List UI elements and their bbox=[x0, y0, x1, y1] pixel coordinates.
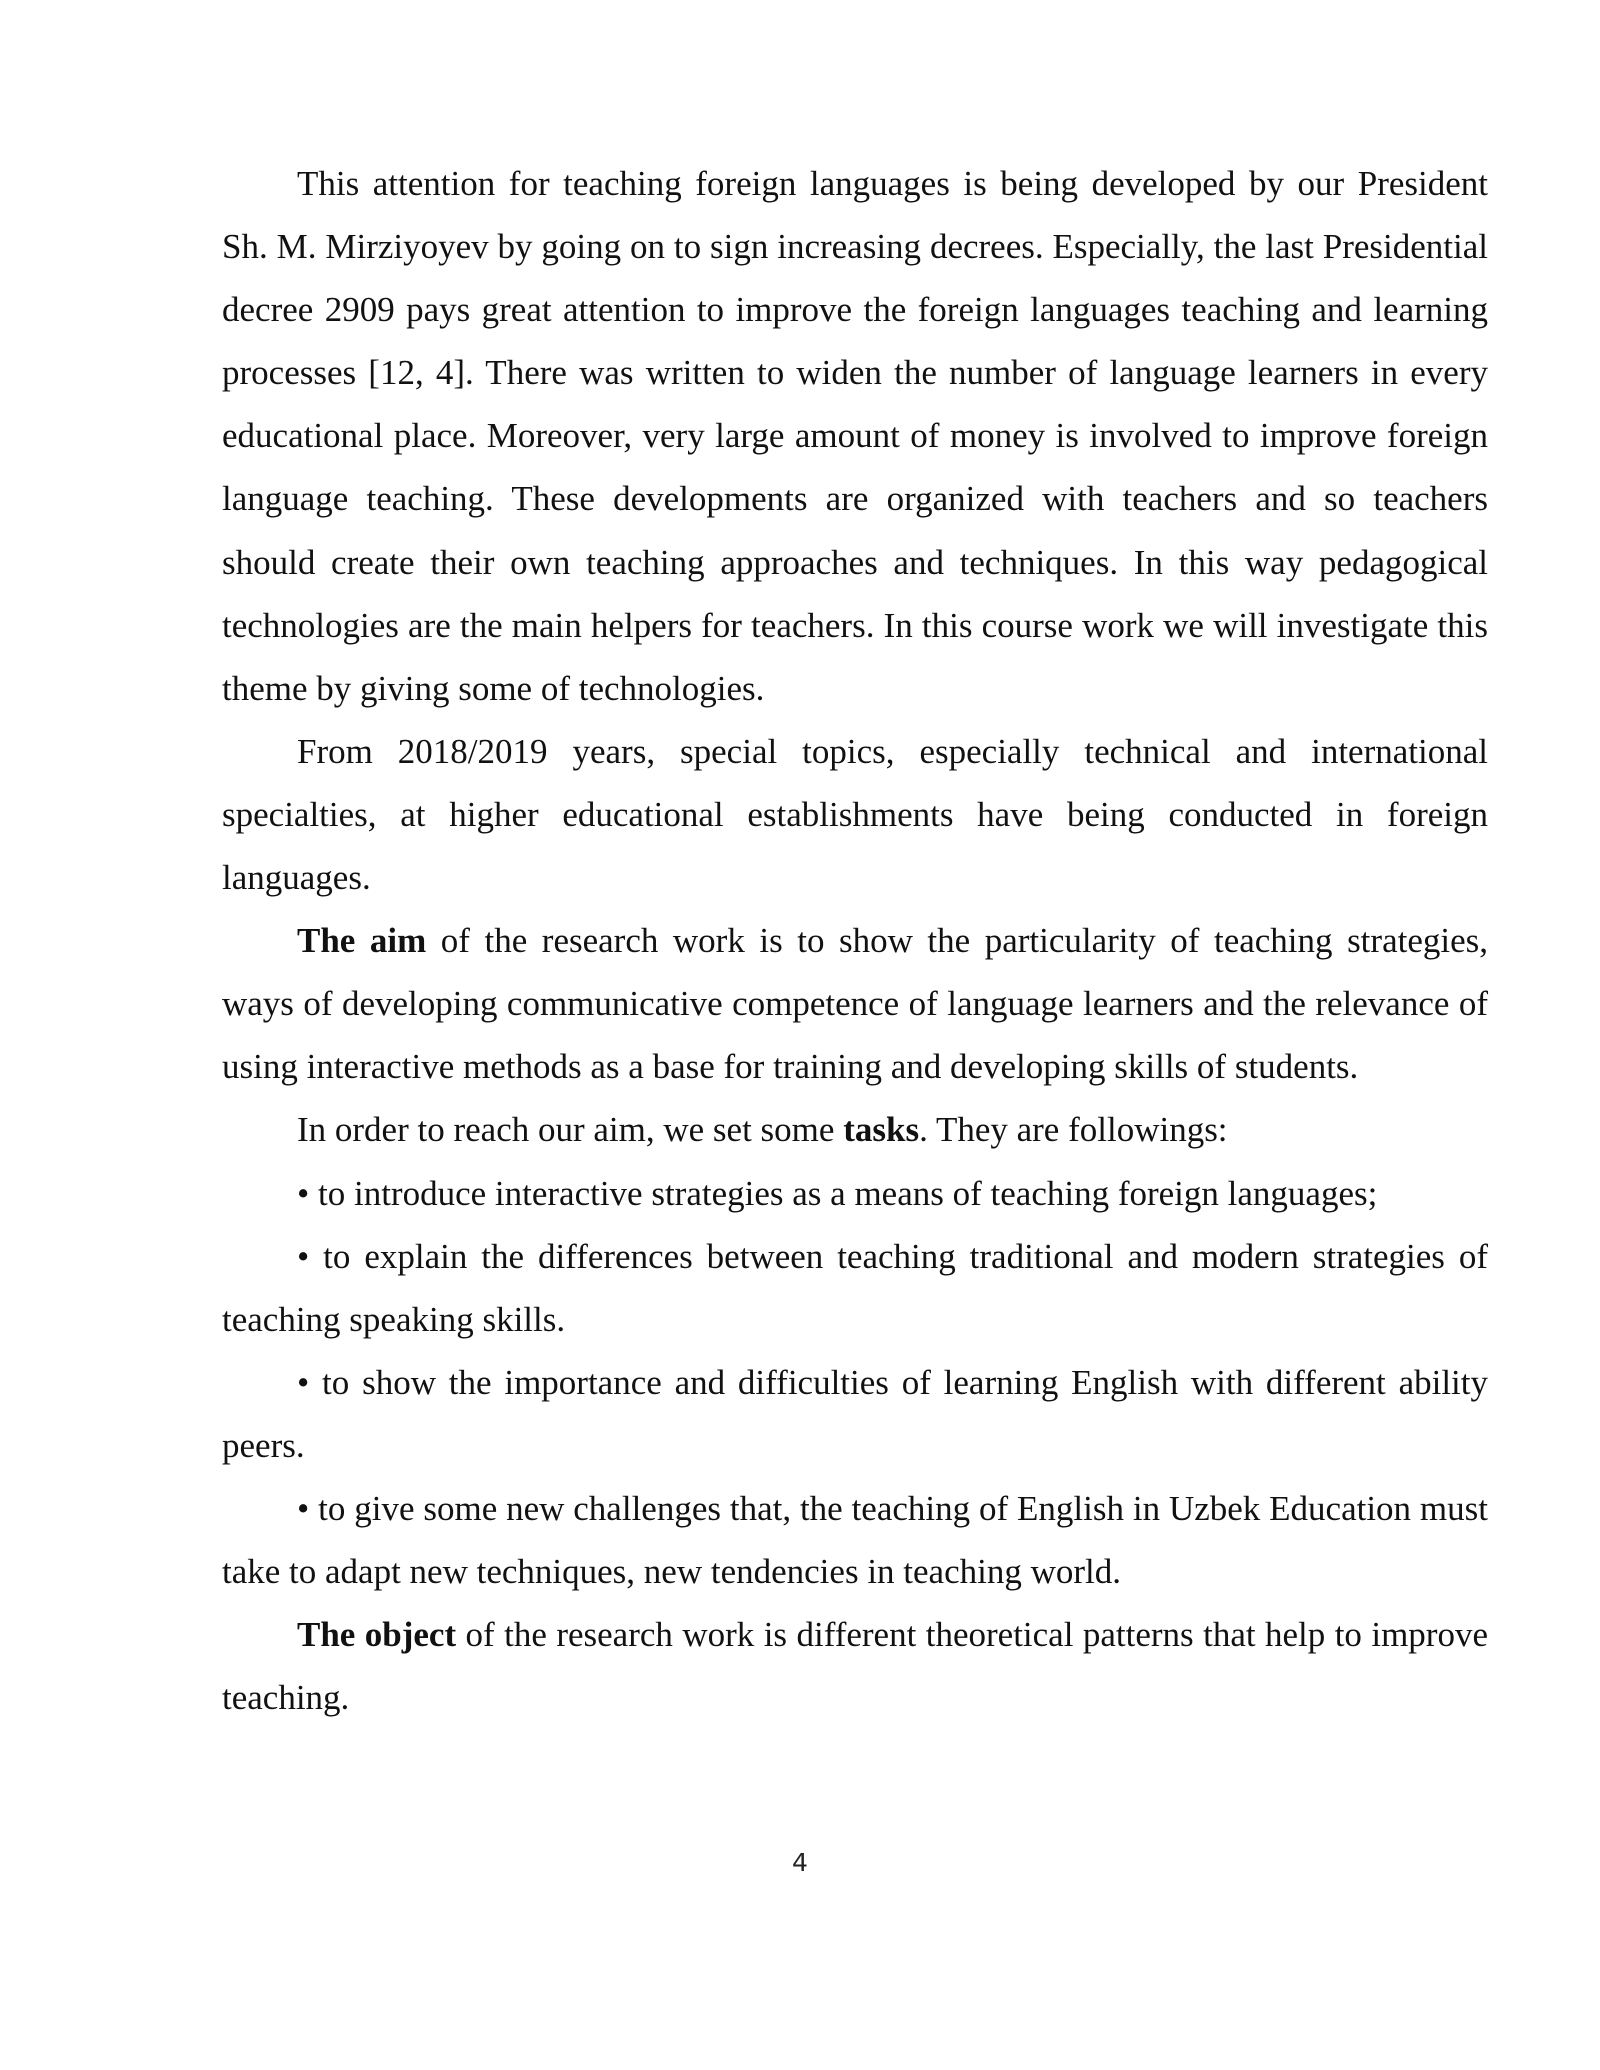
task-item-traditional-vs-modern bbox=[222, 1225, 1488, 1351]
list-item-text: • to explain the differences between teaching traditional and modern strategies of teaching speaking skills. bbox=[222, 1236, 1488, 1339]
tasks-keyword: tasks bbox=[843, 1110, 920, 1150]
paragraph-text: From 2018/2019 years, special topics, especially technical and international specialties, at higher educational establishments have being conducted in foreign languages. bbox=[222, 731, 1488, 898]
paragraph-presidential-decree bbox=[222, 152, 1488, 720]
list-item-text: • to show the importance and difficulties of learning English with different ability peers. bbox=[222, 1362, 1488, 1465]
paragraph-foreign-language-specialties bbox=[222, 720, 1488, 909]
aim-heading: The aim bbox=[297, 921, 427, 961]
paragraph-text-after: . They are followings: bbox=[919, 1110, 1228, 1150]
task-item-interactive-strategies bbox=[222, 1162, 1488, 1225]
paragraph-text-before: In order to reach our aim, we set some bbox=[297, 1110, 844, 1150]
body-text bbox=[222, 152, 1488, 1729]
paragraph-text: of the research work is different theoretical patterns that help to improve teaching. bbox=[222, 1615, 1488, 1718]
task-item-different-ability-peers bbox=[222, 1351, 1488, 1477]
task-item-new-challenges bbox=[222, 1477, 1488, 1603]
paragraph-text: of the research work is to show the particularity of teaching strategies, ways of developing communicative competence of language learners and the relevance of using interactive methods as a base for training and developing skills of students. bbox=[222, 921, 1488, 1087]
paragraph-tasks-intro bbox=[222, 1098, 1488, 1161]
paragraph-text: This attention for teaching foreign languages is being developed by our President Sh. M. Mirziyoyev by going on to sign increasing decrees. Especially, the last Presidential decree 2909 pays great attention to improve the foreign languages teaching and learning processes [12, 4]. There was written to widen the number of language learners in every educational place. Moreover, very large amount of money is involved to improve foreign language teaching. These developments are organized with teachers and so teachers should create their own teaching approaches and techniques. In this way pedagogical technologies are the main helpers for teachers. In this course work we will investigate this theme by giving some of technologies. bbox=[222, 164, 1488, 708]
paragraph-research-object bbox=[222, 1603, 1488, 1729]
paragraph-research-aim bbox=[222, 909, 1488, 1098]
page-number: 4 bbox=[792, 1848, 808, 1877]
list-item-text: • to introduce interactive strategies as a means of teaching foreign languages; bbox=[297, 1173, 1378, 1213]
object-heading: The object bbox=[297, 1615, 457, 1655]
list-item-text: • to give some new challenges that, the teaching of English in Uzbek Education must take to adapt new techniques, new tendencies in teaching world. bbox=[222, 1488, 1488, 1592]
